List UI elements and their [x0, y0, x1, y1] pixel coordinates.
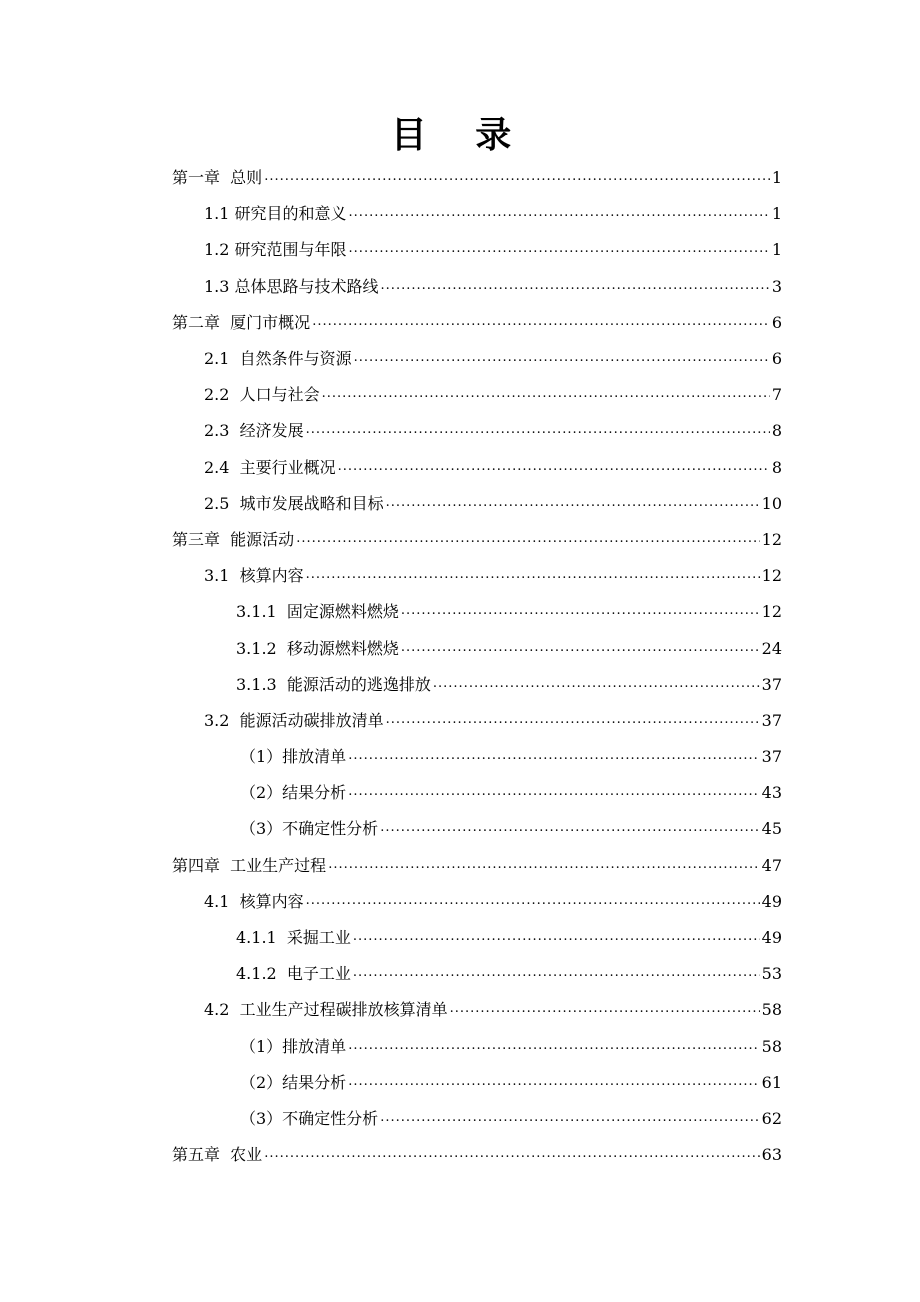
toc-dot-leader — [306, 892, 760, 912]
toc-entry-label: （1）排放清单 — [240, 747, 347, 767]
toc-dot-leader — [348, 747, 759, 767]
toc-entry-page-number: 49 — [761, 928, 782, 948]
toc-entry[interactable] — [172, 341, 782, 377]
toc-entry[interactable] — [172, 413, 782, 449]
toc-dot-leader — [381, 277, 770, 297]
toc-dot-leader — [264, 168, 770, 188]
toc-entry-label: 1.2 研究范围与年限 — [204, 240, 347, 260]
toc-entry-label: 4.1.1 采掘工业 — [236, 928, 351, 948]
toc-entry-label: 4.1.2 电子工业 — [236, 964, 351, 984]
toc-dot-leader — [264, 1145, 759, 1165]
toc-entry-page-number: 49 — [761, 891, 782, 911]
toc-entry-page-number: 12 — [761, 529, 782, 549]
toc-entry-label: 第四章 工业生产过程 — [172, 855, 327, 875]
toc-entry-page-number: 6 — [771, 349, 782, 369]
toc-entry-label: 第三章 能源活动 — [172, 529, 295, 549]
toc-entry-page-number: 63 — [761, 1145, 782, 1165]
toc-entry-label: 2.4 主要行业概况 — [204, 457, 336, 477]
toc-entry-label: （1）排放清单 — [240, 1036, 347, 1056]
table-of-contents — [172, 160, 782, 1173]
toc-entry[interactable] — [172, 594, 782, 630]
toc-entry-label: 4.1 核算内容 — [204, 891, 304, 911]
toc-entry[interactable] — [172, 630, 782, 666]
toc-dot-leader — [296, 530, 759, 550]
toc-dot-leader — [349, 204, 770, 224]
toc-entry-page-number: 1 — [771, 240, 782, 260]
toc-entry-label: 1.1 研究目的和意义 — [204, 204, 347, 224]
toc-dot-leader — [401, 602, 760, 622]
toc-entry-page-number: 37 — [761, 674, 782, 694]
toc-entry[interactable] — [172, 196, 782, 232]
toc-entry[interactable] — [172, 920, 782, 956]
toc-entry-label: 2.5 城市发展战略和目标 — [204, 493, 384, 513]
toc-entry[interactable] — [172, 522, 782, 558]
toc-entry-label: 3.1.3 能源活动的逃逸排放 — [236, 674, 431, 694]
toc-dot-leader — [348, 783, 759, 803]
toc-dot-leader — [380, 819, 759, 839]
toc-dot-leader — [380, 1109, 759, 1129]
toc-dot-leader — [353, 964, 760, 984]
toc-entry[interactable] — [172, 450, 782, 486]
toc-dot-leader — [353, 928, 760, 948]
toc-dot-leader — [386, 494, 760, 514]
toc-entry-page-number: 8 — [771, 457, 782, 477]
toc-entry-page-number: 12 — [761, 566, 782, 586]
toc-entry-page-number: 47 — [761, 855, 782, 875]
toc-entry-page-number: 53 — [761, 964, 782, 984]
toc-entry-page-number: 3 — [771, 276, 782, 296]
toc-entry[interactable] — [172, 232, 782, 268]
toc-entry-label: 3.2 能源活动碳排放清单 — [204, 710, 384, 730]
toc-dot-leader — [312, 313, 770, 333]
toc-entry-page-number: 1 — [771, 168, 782, 188]
toc-entry-page-number: 62 — [761, 1108, 782, 1128]
toc-dot-leader — [328, 856, 759, 876]
toc-entry-label: 1.3 总体思路与技术路线 — [204, 276, 379, 296]
toc-entry-label: （3）不确定性分析 — [240, 819, 379, 839]
toc-dot-leader — [433, 675, 760, 695]
toc-entry[interactable] — [172, 1137, 782, 1173]
toc-entry[interactable] — [172, 377, 782, 413]
toc-entry-label: 3.1 核算内容 — [204, 566, 304, 586]
toc-dot-leader — [322, 385, 770, 405]
toc-entry[interactable] — [172, 1065, 782, 1101]
toc-entry-page-number: 24 — [761, 638, 782, 658]
toc-entry-page-number: 58 — [761, 1000, 782, 1020]
toc-entry[interactable] — [172, 811, 782, 847]
toc-entry-label: 2.2 人口与社会 — [204, 385, 320, 405]
toc-entry-label: （3）不确定性分析 — [240, 1108, 379, 1128]
toc-entry[interactable] — [172, 848, 782, 884]
toc-dot-leader — [338, 458, 770, 478]
toc-entry[interactable] — [172, 667, 782, 703]
toc-entry-label: 3.1.1 固定源燃料燃烧 — [236, 602, 399, 622]
toc-entry-label: 第五章 农业 — [172, 1145, 263, 1165]
toc-entry-label: 2.3 经济发展 — [204, 421, 304, 441]
toc-entry-page-number: 8 — [771, 421, 782, 441]
toc-entry-page-number: 45 — [761, 819, 782, 839]
toc-entry-page-number: 1 — [771, 204, 782, 224]
toc-entry[interactable] — [172, 956, 782, 992]
toc-entry[interactable] — [172, 739, 782, 775]
toc-entry[interactable] — [172, 269, 782, 305]
toc-entry[interactable] — [172, 558, 782, 594]
toc-entry-page-number: 58 — [761, 1036, 782, 1056]
toc-dot-leader — [354, 349, 770, 369]
toc-dot-leader — [348, 1037, 759, 1057]
toc-entry-page-number: 37 — [761, 747, 782, 767]
toc-entry-page-number: 10 — [761, 493, 782, 513]
toc-entry[interactable] — [172, 992, 782, 1028]
toc-entry-label: 3.1.2 移动源燃料燃烧 — [236, 638, 399, 658]
toc-entry-page-number: 7 — [771, 385, 782, 405]
page-title: 目 录 — [390, 114, 530, 156]
toc-entry-page-number: 12 — [761, 602, 782, 622]
toc-entry[interactable] — [172, 486, 782, 522]
toc-entry[interactable] — [172, 1101, 782, 1137]
toc-entry[interactable] — [172, 160, 782, 196]
toc-entry-label: （2）结果分析 — [240, 783, 347, 803]
toc-dot-leader — [348, 1073, 759, 1093]
toc-entry[interactable] — [172, 775, 782, 811]
toc-dot-leader — [306, 421, 770, 441]
toc-entry-page-number: 61 — [761, 1072, 782, 1092]
toc-dot-leader — [349, 240, 770, 260]
toc-dot-leader — [450, 1000, 760, 1020]
toc-entry-label: 4.2 工业生产过程碳排放核算清单 — [204, 1000, 448, 1020]
toc-dot-leader — [386, 711, 760, 731]
toc-entry[interactable] — [172, 305, 782, 341]
toc-entry-label: 第一章 总则 — [172, 168, 263, 188]
toc-entry-label: （2）结果分析 — [240, 1072, 347, 1092]
toc-entry[interactable] — [172, 703, 782, 739]
toc-dot-leader — [306, 566, 760, 586]
toc-dot-leader — [401, 639, 760, 659]
toc-entry[interactable] — [172, 884, 782, 920]
toc-entry-page-number: 37 — [761, 710, 782, 730]
toc-entry[interactable] — [172, 1029, 782, 1065]
toc-entry-page-number: 6 — [771, 312, 782, 332]
toc-entry-page-number: 43 — [761, 783, 782, 803]
toc-entry-label: 2.1 自然条件与资源 — [204, 349, 352, 369]
toc-entry-label: 第二章 厦门市概况 — [172, 312, 311, 332]
